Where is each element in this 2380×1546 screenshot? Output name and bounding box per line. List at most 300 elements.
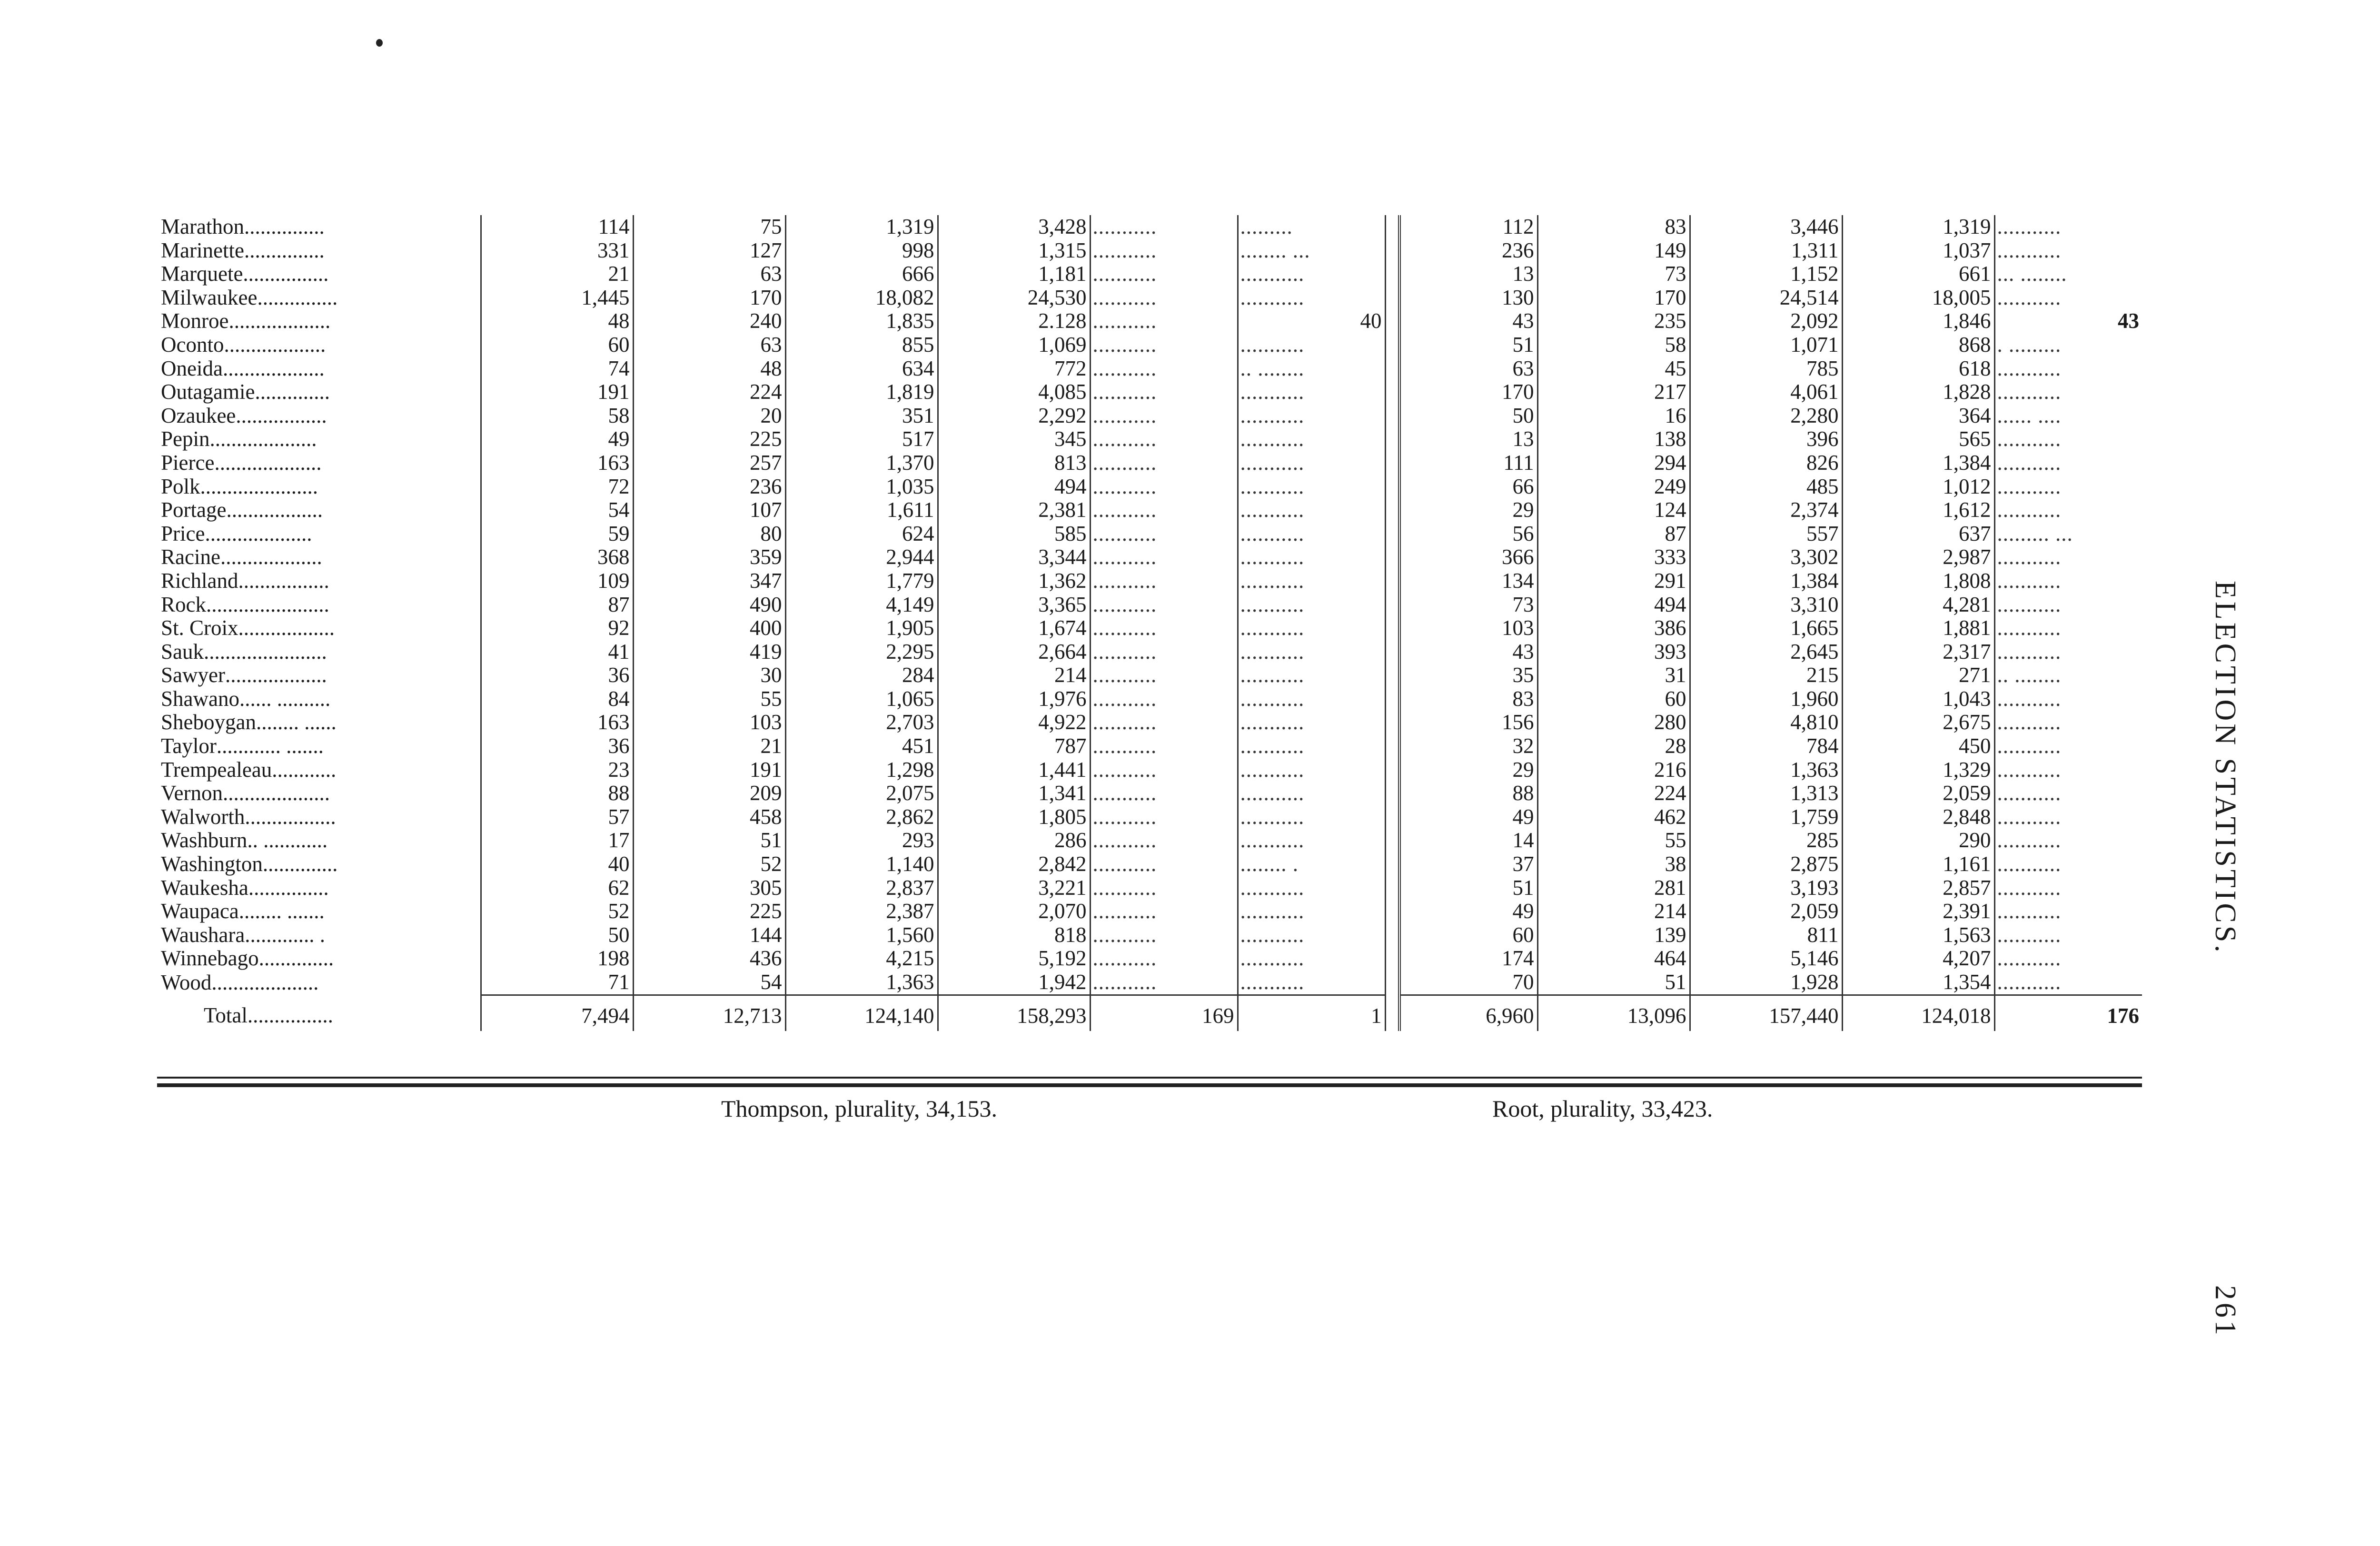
col-9-cell: 1,665: [1690, 616, 1842, 640]
table-row: [157, 262, 2142, 286]
col-11-cell: ...........: [1997, 357, 2062, 380]
county-cell: [157, 286, 481, 310]
col-9-cell: 1,759: [1690, 805, 1842, 829]
col-4-cell: 3,365: [938, 593, 1090, 617]
col-3-cell: 4,149: [785, 593, 938, 617]
county-name: Waupaca: [161, 900, 239, 923]
col-3-cell: 998: [785, 239, 938, 263]
col-4-cell: 585: [938, 522, 1090, 546]
col-11-cell: . .........: [1997, 333, 2062, 357]
col-6-cell: ...........: [1238, 404, 1385, 428]
col-1-cell: 21: [481, 262, 633, 286]
col-9-cell: 3,310: [1690, 593, 1842, 617]
table-row: [157, 309, 2142, 333]
col-4-cell: 3,428: [938, 215, 1090, 239]
col-4-cell: 772: [938, 357, 1090, 381]
col-4-cell: 286: [938, 829, 1090, 852]
column-separator: [1385, 309, 1399, 333]
col-6-cell: 40: [1238, 309, 1385, 333]
col-7-cell: 51: [1399, 333, 1537, 357]
county-cell: [157, 923, 481, 947]
col-8-cell: 291: [1537, 569, 1690, 593]
col-6-cell: ...........: [1238, 286, 1385, 310]
col-7-cell: 29: [1399, 758, 1537, 782]
col-3-cell: 1,319: [785, 215, 938, 239]
col-7-cell: 66: [1399, 475, 1537, 499]
col-6-cell: 1: [1238, 995, 1385, 1031]
col-1-cell: 36: [481, 664, 633, 687]
county-name: Sauk: [161, 640, 204, 664]
col-11-cell: ...........: [1997, 545, 2062, 569]
col-2-cell: 191: [633, 758, 785, 782]
dot-leader: ....................: [205, 522, 312, 545]
col-11-cell: ...........: [1997, 238, 2062, 262]
col-2-cell: 225: [633, 900, 785, 923]
col-9-cell: 1,313: [1690, 782, 1842, 805]
col-10-cell: 450: [1842, 734, 1994, 758]
col-10-cell: 2,675: [1842, 711, 1994, 734]
col-10-cell: 868: [1842, 333, 1994, 357]
col-7-cell: 29: [1399, 498, 1537, 522]
col-3-cell: 2,837: [785, 876, 938, 900]
county-cell: [157, 569, 481, 593]
col-10-cell: 1,828: [1842, 380, 1994, 404]
dot-leader: ............: [272, 758, 337, 782]
county-name: Polk: [161, 475, 200, 498]
dot-leader: ........ .......: [238, 900, 325, 923]
county-cell: [157, 734, 481, 758]
col-1-cell: 71: [481, 971, 633, 995]
col-6-cell: .........: [1238, 215, 1385, 239]
col-10-cell: 1,563: [1842, 923, 1994, 947]
col-3-cell: 1,560: [785, 923, 938, 947]
col-11-cell: ...........: [1997, 923, 2062, 947]
election-returns-table: [157, 215, 2142, 1031]
county-name: Marquete: [161, 262, 243, 286]
col-2-cell: 107: [633, 498, 785, 522]
col-11-cell: ...........: [1997, 451, 2062, 475]
col-1-cell: 1,445: [481, 286, 633, 310]
dot-leader: ....................: [222, 782, 330, 805]
col-5-cell: ...........: [1090, 829, 1238, 852]
county-cell: [157, 758, 481, 782]
col-10-cell: 637: [1842, 522, 1994, 546]
col-7-cell: 43: [1399, 309, 1537, 333]
table-row: [157, 451, 2142, 475]
county-name: Ozaukee: [161, 404, 236, 427]
col-1-cell: 163: [481, 451, 633, 475]
dot-leader: ...................: [228, 309, 331, 333]
col-1-cell: 36: [481, 734, 633, 758]
col-7-cell: 49: [1399, 900, 1537, 923]
column-separator: [1385, 664, 1399, 687]
county-name: Shawano: [161, 687, 239, 711]
col-4-cell: 813: [938, 451, 1090, 475]
col-4-cell: 4,085: [938, 380, 1090, 404]
county-cell: [157, 475, 481, 499]
county-cell: [157, 876, 481, 900]
col-3-cell: 1,065: [785, 687, 938, 711]
col-8-cell: 87: [1537, 522, 1690, 546]
col-11-cell: 43: [2118, 309, 2139, 333]
col-3-cell: 1,140: [785, 852, 938, 876]
col-2-cell: 144: [633, 923, 785, 947]
county-cell: [157, 333, 481, 357]
col-9-cell: 4,061: [1690, 380, 1842, 404]
col-10-cell: 1,881: [1842, 616, 1994, 640]
col-2-cell: 240: [633, 309, 785, 333]
col-8-cell: 217: [1537, 380, 1690, 404]
col-10-cell: 290: [1842, 829, 1994, 852]
col-1-cell: 60: [481, 333, 633, 357]
county-name: Price: [161, 522, 205, 545]
dot-leader: ......................: [200, 475, 318, 498]
col-11-cell: ...........: [1997, 805, 2062, 829]
col-1-cell: 50: [481, 923, 633, 947]
col-3-cell: 1,035: [785, 475, 938, 499]
col-2-cell: 20: [633, 404, 785, 428]
dot-leader: ...............: [244, 238, 325, 262]
col-10-cell: 1,043: [1842, 687, 1994, 711]
col-2-cell: 347: [633, 569, 785, 593]
col-6-cell: ...........: [1238, 616, 1385, 640]
col-7-cell: 130: [1399, 286, 1537, 310]
county-name: Oconto: [161, 333, 224, 357]
col-3-cell: 351: [785, 404, 938, 428]
county-name: Walworth: [161, 805, 245, 829]
col-9-cell: 215: [1690, 664, 1842, 687]
table-row: [157, 947, 2142, 971]
col-2-cell: 224: [633, 380, 785, 404]
col-1-cell: 7,494: [481, 995, 633, 1031]
col-11-cell: ...........: [1997, 215, 2062, 238]
column-separator: [1385, 569, 1399, 593]
col-1-cell: 57: [481, 805, 633, 829]
col-6-cell: ...........: [1238, 333, 1385, 357]
col-6-cell: ...........: [1238, 923, 1385, 947]
table-row: [157, 498, 2142, 522]
col-2-cell: 305: [633, 876, 785, 900]
county-name: Waukesha: [161, 876, 248, 900]
col-9-cell: 1,071: [1690, 333, 1842, 357]
table-row: [157, 239, 2142, 263]
col-3-cell: 855: [785, 333, 938, 357]
table-bottom-heavy-rule: [157, 1083, 2142, 1087]
col-1-cell: 88: [481, 782, 633, 805]
col-10-cell: 364: [1842, 404, 1994, 428]
table-row: [157, 734, 2142, 758]
col-11-cell: ...........: [1997, 876, 2062, 900]
col-9-cell: 1,311: [1690, 239, 1842, 263]
ink-speck: [376, 39, 383, 47]
col-9-cell: 784: [1690, 734, 1842, 758]
column-separator: [1385, 947, 1399, 971]
dot-leader: ..................: [226, 498, 323, 522]
col-6-cell: ...........: [1238, 876, 1385, 900]
col-2-cell: 63: [633, 262, 785, 286]
col-2-cell: 63: [633, 333, 785, 357]
col-2-cell: 458: [633, 805, 785, 829]
dot-leader: ............. .: [245, 923, 326, 947]
col-10-cell: 18,005: [1842, 286, 1994, 310]
table-row: [157, 640, 2142, 664]
col-5-cell: ...........: [1090, 239, 1238, 263]
col-2-cell: 419: [633, 640, 785, 664]
col-3-cell: 1,370: [785, 451, 938, 475]
dot-leader: ....................: [214, 451, 322, 475]
total-row: [157, 995, 2142, 1031]
dot-leader: ...............: [257, 286, 338, 309]
col-5-cell: ...........: [1090, 262, 1238, 286]
column-separator: [1385, 876, 1399, 900]
column-separator: [1385, 475, 1399, 499]
dot-leader: ....................: [209, 427, 317, 451]
col-9-cell: 24,514: [1690, 286, 1842, 310]
county-name: Sheboygan: [161, 711, 256, 734]
dot-leader: .......................: [204, 640, 327, 664]
col-5-cell: ...........: [1090, 427, 1238, 451]
col-9-cell: 2,645: [1690, 640, 1842, 664]
col-9-cell: 1,928: [1690, 971, 1842, 995]
col-10-cell: 1,037: [1842, 239, 1994, 263]
table-bottom-rule: [157, 1077, 2142, 1079]
col-8-cell: 51: [1537, 971, 1690, 995]
county-name: Waushara: [161, 923, 245, 947]
column-separator: [1385, 427, 1399, 451]
col-11-cell: ...... ....: [1997, 404, 2062, 427]
col-3-cell: 2,295: [785, 640, 938, 664]
table-row: [157, 923, 2142, 947]
col-5-cell: ...........: [1090, 522, 1238, 546]
col-11-cell: ...........: [1997, 427, 2062, 451]
column-separator: [1385, 286, 1399, 310]
col-8-cell: 13,096: [1537, 995, 1690, 1031]
col-5-cell: ...........: [1090, 333, 1238, 357]
dot-leader: ..............: [255, 380, 330, 404]
col-5-cell: ...........: [1090, 215, 1238, 239]
county-name: Milwaukee: [161, 286, 258, 309]
col-8-cell: 45: [1537, 357, 1690, 381]
col-7-cell: 51: [1399, 876, 1537, 900]
col-7-cell: 366: [1399, 545, 1537, 569]
col-9-cell: 3,302: [1690, 545, 1842, 569]
col-11-cell: ...........: [1997, 616, 2062, 640]
col-4-cell: 158,293: [938, 995, 1090, 1031]
col-6-cell: .. ........: [1238, 357, 1385, 381]
col-4-cell: 1,976: [938, 687, 1090, 711]
col-9-cell: 811: [1690, 923, 1842, 947]
col-6-cell: ...........: [1238, 971, 1385, 995]
col-10-cell: 1,329: [1842, 758, 1994, 782]
col-2-cell: 400: [633, 616, 785, 640]
county-cell: [157, 805, 481, 829]
col-11-cell: ...........: [1997, 852, 2062, 876]
column-separator: [1385, 758, 1399, 782]
col-4-cell: 1,362: [938, 569, 1090, 593]
col-5-cell: ...........: [1090, 451, 1238, 475]
col-7-cell: 112: [1399, 215, 1537, 239]
col-10-cell: 2,317: [1842, 640, 1994, 664]
table-row: [157, 711, 2142, 734]
col-5-cell: ...........: [1090, 664, 1238, 687]
col-4-cell: 345: [938, 427, 1090, 451]
col-1-cell: 48: [481, 309, 633, 333]
col-4-cell: 2,070: [938, 900, 1090, 923]
col-10-cell: 1,161: [1842, 852, 1994, 876]
county-name: Richland: [161, 569, 238, 593]
col-1-cell: 191: [481, 380, 633, 404]
col-9-cell: 1,363: [1690, 758, 1842, 782]
col-6-cell: ...........: [1238, 734, 1385, 758]
col-9-cell: 2,280: [1690, 404, 1842, 428]
col-8-cell: 281: [1537, 876, 1690, 900]
col-8-cell: 16: [1537, 404, 1690, 428]
col-2-cell: 30: [633, 664, 785, 687]
dot-leader: .. ............: [247, 829, 328, 852]
column-separator: [1385, 404, 1399, 428]
col-1-cell: 40: [481, 852, 633, 876]
root-plurality-note: Root, plurality, 33,423.: [1492, 1095, 1713, 1122]
col-8-cell: 149: [1537, 239, 1690, 263]
col-5-cell: ...........: [1090, 498, 1238, 522]
col-8-cell: 28: [1537, 734, 1690, 758]
col-11-cell: ...........: [1997, 687, 2062, 711]
col-7-cell: 83: [1399, 687, 1537, 711]
county-name: St. Croix: [161, 616, 238, 640]
col-6-cell: ...........: [1238, 640, 1385, 664]
col-8-cell: 294: [1537, 451, 1690, 475]
col-4-cell: 214: [938, 664, 1090, 687]
dot-leader: ...................: [224, 333, 326, 357]
col-6-cell: ...........: [1238, 593, 1385, 617]
col-6-cell: ...........: [1238, 522, 1385, 546]
col-8-cell: 235: [1537, 309, 1690, 333]
county-cell: [157, 309, 481, 333]
table-row: [157, 687, 2142, 711]
county-cell: [157, 616, 481, 640]
col-11-cell: ...........: [1997, 758, 2062, 782]
col-2-cell: 490: [633, 593, 785, 617]
col-4-cell: 1,181: [938, 262, 1090, 286]
column-separator: [1385, 687, 1399, 711]
col-2-cell: 209: [633, 782, 785, 805]
col-6-cell: ...........: [1238, 380, 1385, 404]
col-11-cell: ...........: [1997, 947, 2062, 971]
col-2-cell: 51: [633, 829, 785, 852]
col-9-cell: 1,152: [1690, 262, 1842, 286]
col-9-cell: 3,446: [1690, 215, 1842, 239]
dot-leader: ........ ......: [256, 711, 337, 734]
col-1-cell: 52: [481, 900, 633, 923]
column-separator: [1385, 498, 1399, 522]
table-row: [157, 758, 2142, 782]
county-name: Sawyer: [161, 664, 225, 687]
col-8-cell: 38: [1537, 852, 1690, 876]
col-2-cell: 75: [633, 215, 785, 239]
col-4-cell: 1,805: [938, 805, 1090, 829]
column-separator: [1385, 239, 1399, 263]
thompson-plurality-note: Thompson, plurality, 34,153.: [721, 1095, 998, 1122]
total-label-cell: [157, 995, 481, 1031]
county-cell: [157, 522, 481, 546]
col-6-cell: ...........: [1238, 805, 1385, 829]
county-cell: [157, 829, 481, 852]
col-2-cell: 80: [633, 522, 785, 546]
column-separator: [1385, 333, 1399, 357]
col-7-cell: 60: [1399, 923, 1537, 947]
county-cell: [157, 427, 481, 451]
col-5-cell: ...........: [1090, 687, 1238, 711]
col-2-cell: 12,713: [633, 995, 785, 1031]
county-cell: [157, 239, 481, 263]
dot-leader: .................: [245, 805, 336, 829]
col-9-cell: 485: [1690, 475, 1842, 499]
col-9-cell: 2,875: [1690, 852, 1842, 876]
col-7-cell: 14: [1399, 829, 1537, 852]
county-cell: [157, 971, 481, 995]
table-row: [157, 593, 2142, 617]
table-row: [157, 876, 2142, 900]
col-10-cell: 2,059: [1842, 782, 1994, 805]
col-4-cell: 2.128: [938, 309, 1090, 333]
column-separator: [1385, 593, 1399, 617]
county-cell: [157, 900, 481, 923]
col-10-cell: 1,612: [1842, 498, 1994, 522]
column-separator: [1385, 262, 1399, 286]
col-3-cell: 2,703: [785, 711, 938, 734]
col-8-cell: 170: [1537, 286, 1690, 310]
col-5-cell: ...........: [1090, 782, 1238, 805]
table-row: [157, 805, 2142, 829]
col-10-cell: 4,207: [1842, 947, 1994, 971]
table-body: [157, 215, 2142, 1031]
table-row: [157, 829, 2142, 852]
table-row: [157, 971, 2142, 995]
col-1-cell: 84: [481, 687, 633, 711]
col-5-cell: ...........: [1090, 286, 1238, 310]
col-10-cell: 661: [1842, 262, 1994, 286]
county-name: Pepin: [161, 427, 210, 451]
col-5-cell: ...........: [1090, 971, 1238, 995]
col-1-cell: 331: [481, 239, 633, 263]
col-11-cell: ...........: [1997, 971, 2062, 994]
col-11-cell: ...........: [1997, 498, 2062, 522]
col-4-cell: 1,069: [938, 333, 1090, 357]
county-name: Trempealeau: [161, 758, 272, 782]
col-4-cell: 5,192: [938, 947, 1090, 971]
col-3-cell: 1,298: [785, 758, 938, 782]
county-cell: [157, 404, 481, 428]
col-7-cell: 70: [1399, 971, 1537, 995]
col-11-cell: ...........: [1997, 900, 2062, 923]
county-cell: [157, 380, 481, 404]
col-9-cell: 4,810: [1690, 711, 1842, 734]
column-separator: [1385, 711, 1399, 734]
col-1-cell: 92: [481, 616, 633, 640]
col-11-cell: ......... ...: [1997, 522, 2073, 545]
col-3-cell: 1,905: [785, 616, 938, 640]
col-9-cell: 3,193: [1690, 876, 1842, 900]
col-10-cell: 1,846: [1842, 309, 1994, 333]
col-1-cell: 163: [481, 711, 633, 734]
col-3-cell: 624: [785, 522, 938, 546]
col-7-cell: 13: [1399, 427, 1537, 451]
column-separator: [1385, 522, 1399, 546]
table-row: [157, 616, 2142, 640]
col-11-cell: ...........: [1997, 593, 2062, 616]
col-3-cell: 517: [785, 427, 938, 451]
col-3-cell: 293: [785, 829, 938, 852]
